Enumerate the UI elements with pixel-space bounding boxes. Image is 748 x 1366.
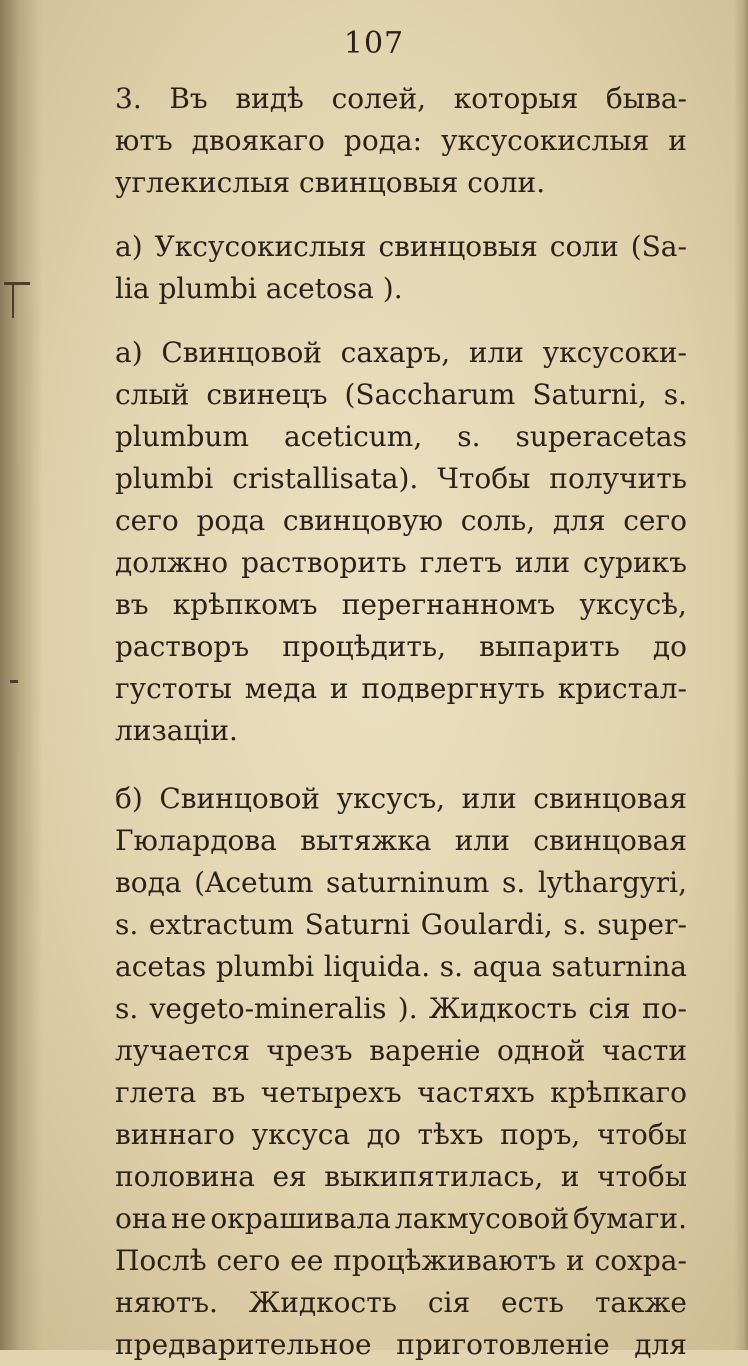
margin-mark	[12, 284, 14, 318]
text-line: углекислыя свинцовыя соли.	[115, 166, 546, 199]
text-line: лизаціи.	[115, 714, 238, 747]
text-line: густоты меда и подвергнуть кристал-	[115, 672, 687, 705]
text-line: вода (Acetum saturninum s. lythargyri,	[115, 866, 687, 899]
text-line: acetas plumbi liquida. s. aqua saturnina	[115, 950, 687, 983]
text-line: виннаго уксуса до тѣхъ поръ, чтобы	[115, 1118, 687, 1151]
text-line: лучается чрезъ вареніе одной части	[115, 1034, 687, 1067]
text-line: няютъ. Жидкость сія есть также	[115, 1286, 687, 1319]
text-line: сего рода свинцовую соль, для сего	[115, 504, 687, 537]
text-line: Послѣ сего ее процѣживаютъ и сохра-	[115, 1244, 687, 1277]
text-line: s. vegeto-mineralis ). Жидкость сія по-	[115, 992, 687, 1025]
text-line: plumbum aceticum, s. superacetas	[115, 420, 687, 453]
text-line: половина ея выкипятилась, и чтобы	[115, 1160, 687, 1193]
text-line: слый свинецъ (Saccharum Saturni, s.	[115, 378, 687, 411]
paragraph	[115, 226, 687, 310]
text-line: 3. Въ видѣ солей, которыя быва-	[115, 82, 687, 115]
paragraph	[115, 778, 687, 1366]
paragraph	[115, 332, 687, 752]
text-line: въ крѣпкомъ перегнанномъ уксусѣ,	[115, 588, 687, 621]
text-line: plumbi cristallisata). Чтобы получить	[115, 462, 687, 495]
text-line: предварительное приготовленіе для	[115, 1328, 687, 1361]
page-edge	[734, 0, 748, 1350]
text-line: Гюлардова вытяжка или свинцовая	[115, 824, 687, 857]
text-line: б) Свинцовой уксусъ, или свинцовая	[115, 782, 687, 815]
margin-mark	[4, 282, 30, 285]
text-line: растворъ процѣдить, выпарить до	[115, 630, 687, 663]
text-line: должно растворить глетъ или сурикъ	[115, 546, 687, 579]
text-line: она не окрашивала лакмусовой бумаги.	[115, 1202, 687, 1235]
text-line: s. extractum Saturni Goulardi, s. super-	[115, 908, 687, 941]
text-line: lia plumbi acetosa ).	[115, 272, 403, 305]
text-line: глета въ четырехъ частяхъ крѣпкаго	[115, 1076, 687, 1109]
text-line: а) Свинцовой сахаръ, или уксусоки-	[115, 336, 687, 369]
paragraph	[115, 78, 687, 204]
text-line: ютъ двоякаго рода: уксусокислыя и	[115, 124, 687, 157]
page-number: 107	[343, 26, 405, 61]
text-body	[115, 78, 687, 1366]
text-line: а) Уксусокислыя свинцовыя соли (Sa-	[115, 230, 687, 263]
page-gutter-shadow	[0, 0, 42, 1350]
margin-mark	[10, 680, 18, 683]
